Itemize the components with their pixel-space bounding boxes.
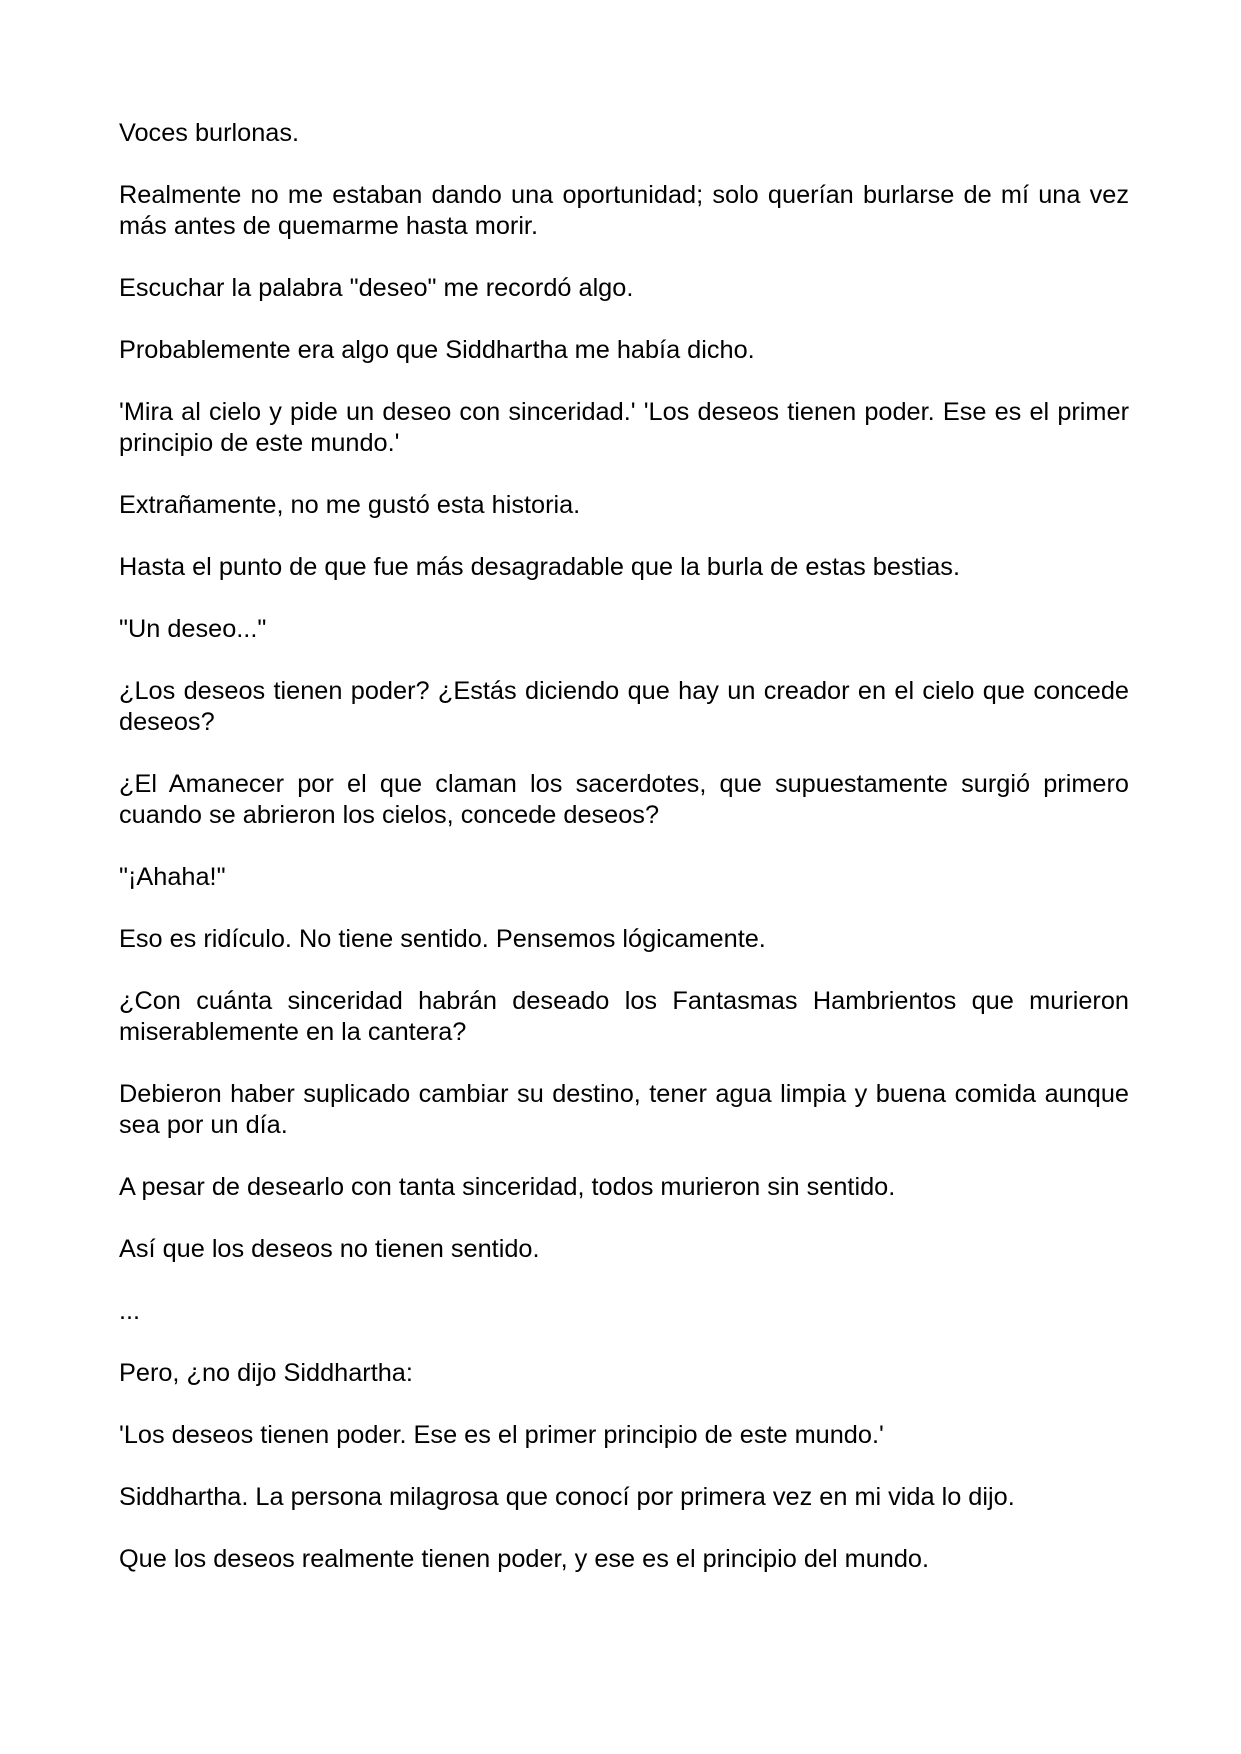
paragraph: Hasta el punto de que fue más desagradable que la burla de estas bestias. <box>119 553 960 581</box>
paragraph: Extrañamente, no me gustó esta historia. <box>119 491 581 519</box>
paragraph: 'Los deseos tienen poder. Ese es el primer principio de este mundo.' <box>119 1421 884 1449</box>
paragraph: Pero, ¿no dijo Siddhartha: <box>119 1359 413 1387</box>
paragraph: ¿Los deseos tienen poder? ¿Estás diciendo que hay un creador en el cielo que concede deseos? <box>119 677 1129 736</box>
paragraph: Debieron haber suplicado cambiar su destino, tener agua limpia y buena comida aunque sea por un día. <box>119 1080 1129 1139</box>
paragraph: Escuchar la palabra "deseo" me recordó algo. <box>119 274 634 302</box>
paragraph: Así que los deseos no tienen sentido. <box>119 1235 540 1263</box>
document-body <box>119 118 1129 1606</box>
paragraph: Eso es ridículo. No tiene sentido. Pensemos lógicamente. <box>119 925 766 953</box>
paragraph: 'Mira al cielo y pide un deseo con sinceridad.' 'Los deseos tienen poder. Ese es el primer principio de este mundo.' <box>119 398 1129 457</box>
paragraph: Voces burlonas. <box>119 119 300 147</box>
paragraph: Siddhartha. La persona milagrosa que conocí por primera vez en mi vida lo dijo. <box>119 1483 1015 1511</box>
paragraph: A pesar de desearlo con tanta sinceridad, todos murieron sin sentido. <box>119 1173 896 1201</box>
paragraph: ... <box>119 1297 141 1325</box>
paragraph: ¿Con cuánta sinceridad habrán deseado los Fantasmas Hambrientos que murieron miserablemente en la cantera? <box>119 987 1129 1046</box>
paragraph: "Un deseo..." <box>119 615 267 643</box>
paragraph: Realmente no me estaban dando una oportunidad; solo querían burlarse de mí una vez más antes de quemarme hasta morir. <box>119 181 1129 240</box>
paragraph: Probablemente era algo que Siddhartha me había dicho. <box>119 336 755 364</box>
paragraph: "¡Ahaha!" <box>119 863 226 891</box>
paragraph: ¿El Amanecer por el que claman los sacerdotes, que supuestamente surgió primero cuando se abrieron los cielos, concede deseos? <box>119 770 1129 829</box>
paragraph: Que los deseos realmente tienen poder, y ese es el principio del mundo. <box>119 1545 929 1573</box>
